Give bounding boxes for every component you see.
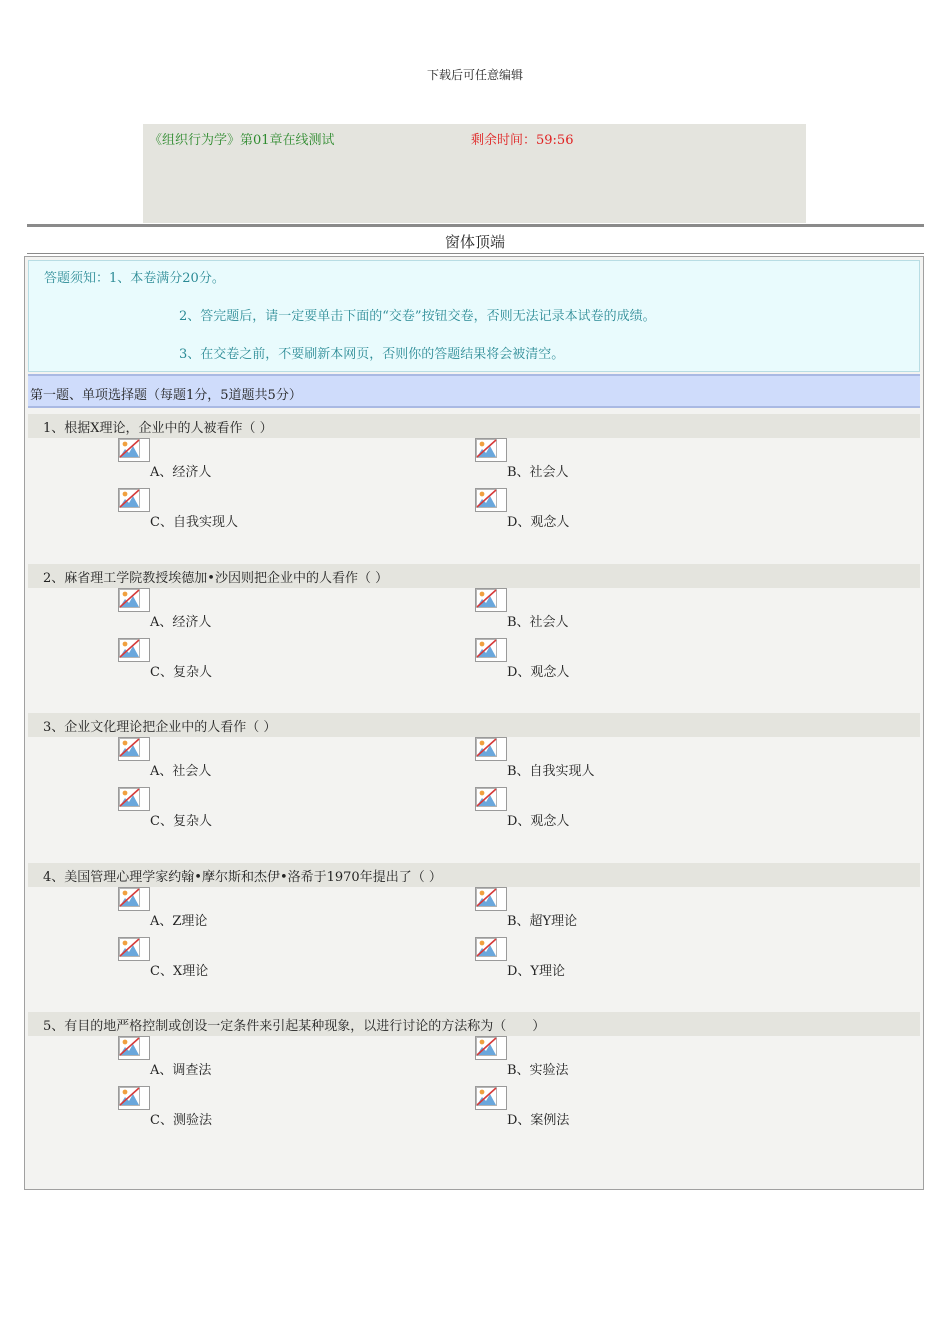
option-label: D、案例法 [507,1113,570,1128]
option-label: A、经济人 [150,615,212,630]
broken-image-icon[interactable] [475,737,507,761]
option-label: C、自我实现人 [150,515,238,530]
option-label: B、自我实现人 [507,764,595,779]
broken-image-icon[interactable] [475,488,507,512]
question-text: 1、根据X理论，企业中的人被看作（ ） [43,421,273,436]
broken-image-icon[interactable] [475,937,507,961]
broken-image-icon[interactable] [475,887,507,911]
form-top-label: 窗体顶端 [444,233,505,251]
broken-image-icon[interactable] [475,638,507,662]
broken-image-icon[interactable] [118,787,150,811]
option-label: C、复杂人 [150,665,212,680]
broken-image-icon[interactable] [475,588,507,612]
option-label: D、观念人 [507,814,570,829]
broken-image-icon[interactable] [118,737,150,761]
option-label: D、观念人 [507,665,570,680]
question-text: 3、企业文化理论把企业中的人看作（ ） [43,720,277,735]
question-1-bar [28,414,920,438]
instruction-line-1: 答题须知：1、本卷满分20分。 [44,271,225,286]
question-5-bar [28,1012,920,1036]
broken-image-icon[interactable] [118,638,150,662]
option-label: A、调查法 [150,1063,212,1078]
question-3-bar [28,713,920,737]
remaining-time: 剩余时间：59:56 [471,133,574,148]
test-title: 《组织行为学》第01章在线测试 [149,133,335,148]
option-label: B、社会人 [507,465,569,480]
option-label: B、超Y理论 [507,914,578,929]
test-header [143,124,806,223]
instruction-line-2: 2、答完题后，请一定要单击下面的“交卷”按钮交卷，否则无法记录本试卷的成绩。 [179,309,656,324]
question-text: 5、有目的地严格控制或创设一定条件来引起某种现象，以进行讨论的方法称为（ ） [43,1019,546,1034]
option-label: B、实验法 [507,1063,569,1078]
question-text: 2、麻省理工学院教授埃德加•沙因则把企业中的人看作（ ） [43,571,389,586]
option-label: A、Z理论 [150,914,208,929]
option-label: A、社会人 [150,764,212,779]
broken-image-icon[interactable] [118,588,150,612]
form-divider [27,253,924,254]
answer-instructions [28,260,920,372]
broken-image-icon[interactable] [475,787,507,811]
instruction-line-3: 3、在交卷之前，不要刷新本网页，否则你的答题结果将会被清空。 [179,347,565,362]
broken-image-icon[interactable] [475,1086,507,1110]
question-2-bar [28,564,920,588]
question-4-bar [28,863,920,887]
broken-image-icon[interactable] [118,438,150,462]
option-label: A、经济人 [150,465,212,480]
section-title: 第一题、单项选择题（每题1分，5道题共5分） [30,388,302,403]
section-header [28,374,920,408]
option-label: C、复杂人 [150,814,212,829]
broken-image-icon[interactable] [118,1086,150,1110]
option-label: C、X理论 [150,964,209,979]
download-note: 下载后可任意编辑 [426,68,523,82]
option-label: B、社会人 [507,615,569,630]
broken-image-icon[interactable] [118,937,150,961]
broken-image-icon[interactable] [118,1036,150,1060]
broken-image-icon[interactable] [118,488,150,512]
form-top-divider [27,224,924,227]
option-label: C、测验法 [150,1113,212,1128]
option-label: D、观念人 [507,515,570,530]
broken-image-icon[interactable] [475,438,507,462]
question-text: 4、美国管理心理学家约翰•摩尔斯和杰伊•洛希于1970年提出了（ ） [43,870,442,885]
option-label: D、Y理论 [507,964,566,979]
broken-image-icon[interactable] [118,887,150,911]
broken-image-icon[interactable] [475,1036,507,1060]
